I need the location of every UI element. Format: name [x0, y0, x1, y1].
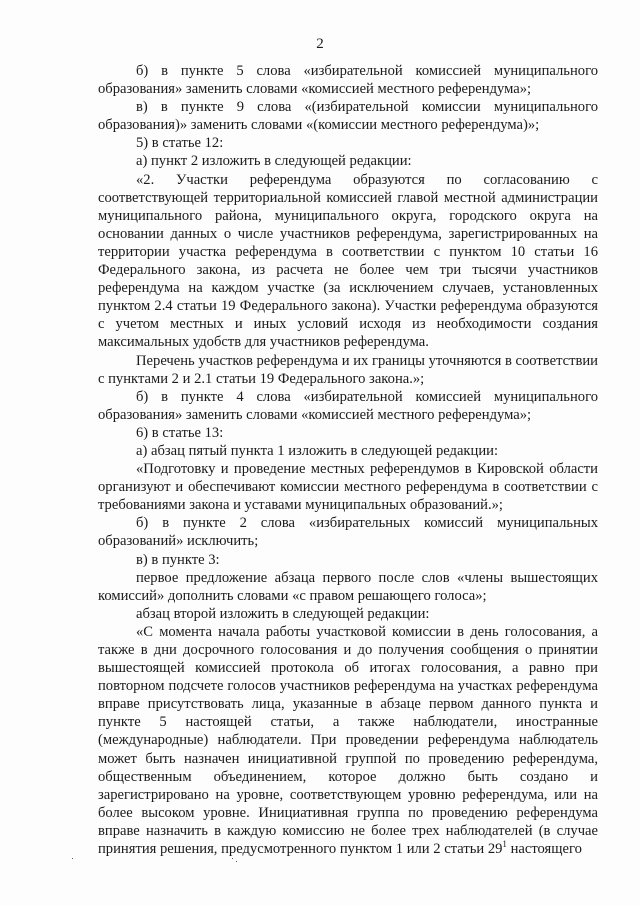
paragraph-art12-b: б) в пункте 4 слова «избирательной комиссией муниципального образования» заменить словами «комиссией местного референдума»; — [98, 388, 598, 423]
paragraph-art12-list: Перечень участков референдума и их границы уточняются в соответствии с пунктами 2 и 2.1 статьи 19 Федерального закона.»; — [98, 352, 598, 387]
paragraph-art13-v-quote — [98, 623, 598, 858]
paragraph-art13-a: а) абзац пятый пункта 1 изложить в следующей редакции: — [136, 442, 499, 459]
paragraph-art13-heading: 6) в статье 13: — [136, 424, 224, 441]
page-number: 2 — [316, 36, 324, 52]
paragraph-art13-v-first: первое предложение абзаца первого после слов «члены вышестоящих комиссий» дополнить словами «с правом решающего голоса»; — [98, 569, 598, 604]
quote-tail: настоящего — [506, 841, 582, 858]
paragraph-art13-v: в) в пункте 3: — [136, 551, 220, 568]
superscript-1: 1 — [502, 839, 507, 850]
paragraph-art13-a-text: «Подготовку и проведение местных референдумов в Кировской области организуют и обеспечивают комиссии местного референдума в соответствии с требованиями закона и уставами муниципальных образований.»; — [98, 461, 598, 514]
scan-speck — [72, 858, 73, 859]
paragraph-art12-heading: 5) в статье 12: — [136, 135, 224, 152]
document-body — [98, 62, 598, 858]
paragraph-art12-p2-text: «2. Участки референдума образуются по согласованию с соответствующей территориальной комиссией главой местной администрации муниципального района, муниципального округа, городского округа на основании данных о числе участников референдума, зарегистрированных на территории участка референдума в соответствии с пунктом 10 статьи 16 Федерального закона, из расчета не более чем три тысячи участников референдума на каждом участке (за исключением случаев, установленных пунктом 2.4 статьи 19 Федерального закона). Участки референдума образуются с учетом местных и иных условий исходя из необходимости создания максимальных удобств для участников референдума. — [98, 171, 598, 351]
paragraph-5v: в) в пункте 9 слова «(избирательной комиссии муниципального образования)» заменить словами «(комиссии местного референдума)»; — [98, 99, 598, 134]
scan-speck — [232, 858, 233, 859]
paragraph-art13-b: б) в пункте 2 слова «избирательных комиссий муниципальных образований» исключить; — [98, 515, 598, 550]
scan-speck — [236, 861, 237, 862]
quote-text: «С момента начала работы участковой комиссии в день голосования, а также в дни досрочного голосования и до получения сообщения о принятии вышестоящей комиссией протокола об итогах голосования, а равно при повторном подсчете голосов участников референдума на участках референдума вправе присутствовать лица, указанные в абзаце первом данного пункта и пункте 5 настоящей статьи, а также наблюдатели, иностранные (международные) наблюдатели. При проведении референдума наблюдатель может быть назначен инициативной группой по проведению референдума, общественным объединением, которое должно быть создано и зарегистрировано на уровне, соответствующем уровню референдума, или на более высоком уровне. Инициативная группа по проведению референдума вправе назначить в каждую комиссию не более трех наблюдателей (в случае принятия решения, предусмотренного пунктом 1 или 2 статьи 29 — [98, 623, 598, 858]
paragraph-5b: б) в пункте 5 слова «избирательной комиссией муниципального образования» заменить словами «комиссией местного референдума»; — [98, 63, 598, 98]
paragraph-art12-a: а) пункт 2 изложить в следующей редакции: — [136, 153, 412, 170]
paragraph-art13-v-second: абзац второй изложить в следующей редакции: — [136, 605, 430, 622]
